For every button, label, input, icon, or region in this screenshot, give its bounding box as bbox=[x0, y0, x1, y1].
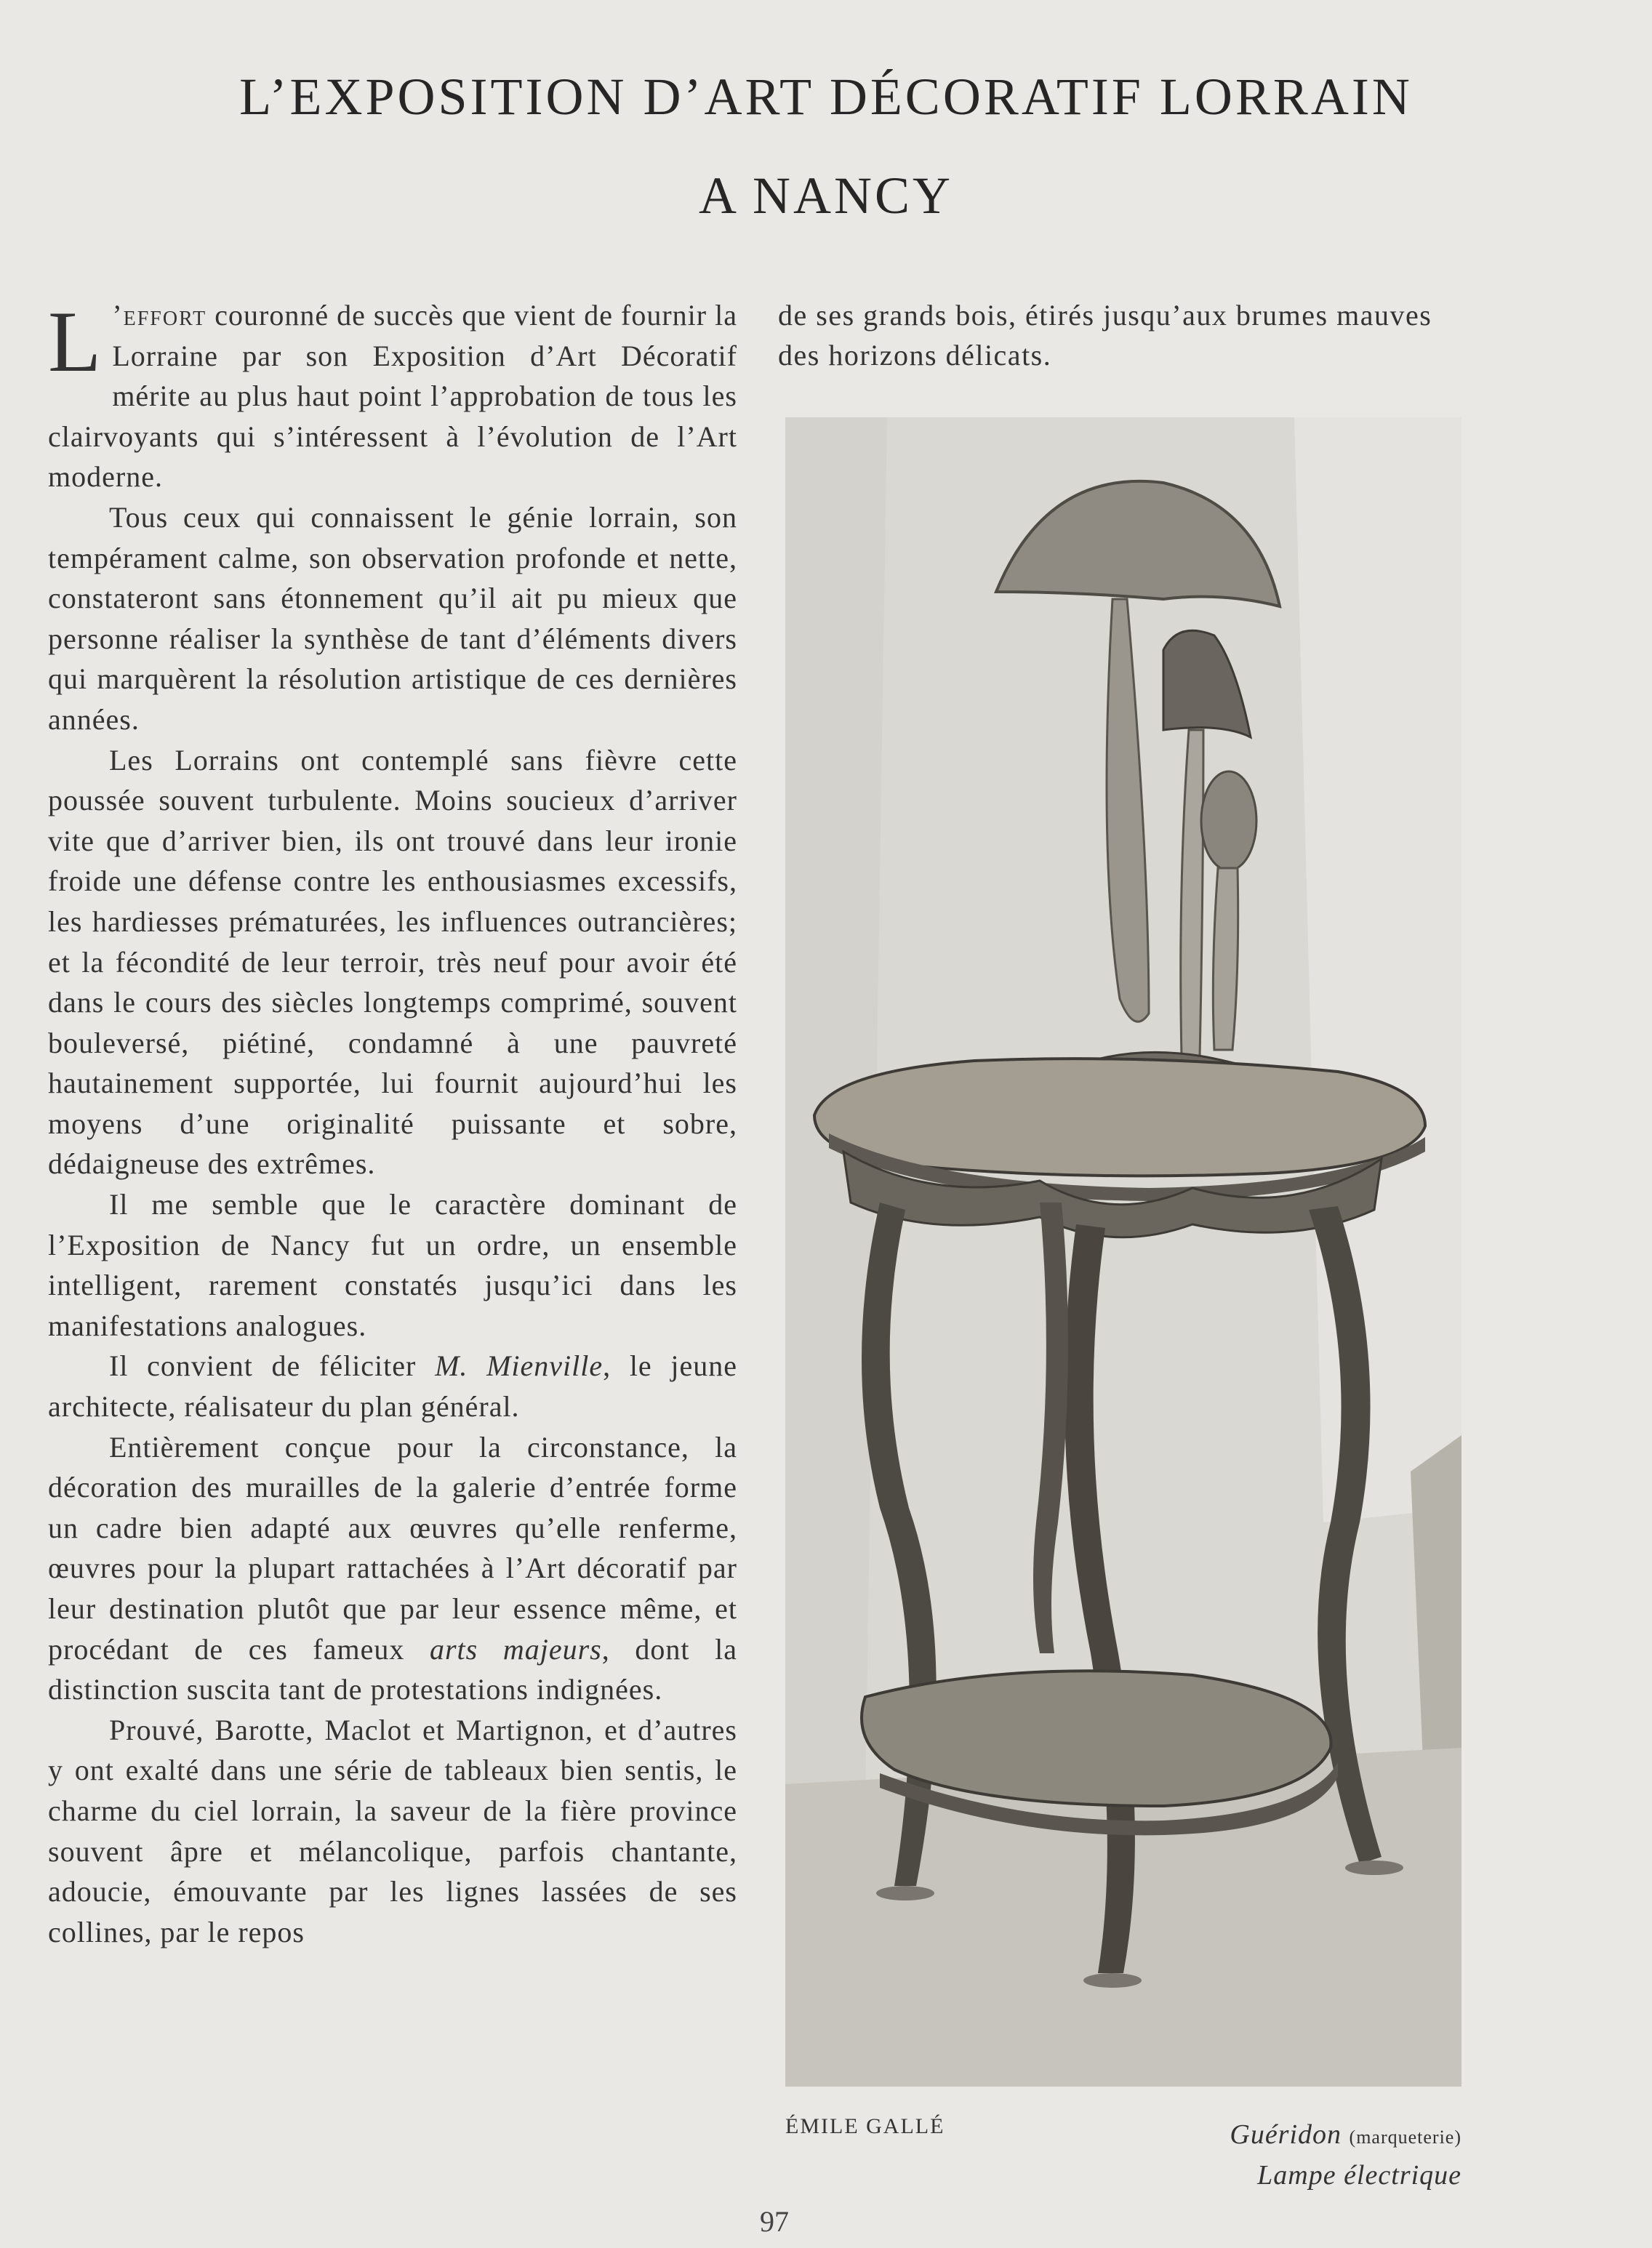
caption-line-1 bbox=[1230, 2116, 1461, 2156]
photograph-illustration bbox=[785, 417, 1461, 2087]
article-title-line2: A NANCY bbox=[698, 166, 954, 225]
paragraph-5-text-b: , le jeune architecte, réalisateur du plan général. bbox=[48, 1349, 738, 1424]
paragraph-5 bbox=[48, 1346, 737, 1426]
caption-lampe: Lampe électrique bbox=[1257, 2160, 1461, 2191]
paragraph-6 bbox=[48, 1427, 737, 1710]
paragraph-1-text: couronné de succès que vient de fournir la Lorraine par son Exposition d’Art Décoratif mérite au plus haut point l’approbation de tous les clairvoyants qui s’intéressent à l’évolution de l’Art moderne. bbox=[48, 299, 737, 494]
paragraph-1 bbox=[48, 295, 737, 497]
opening-word: ’effort bbox=[112, 299, 207, 332]
article-left-column bbox=[48, 295, 737, 1952]
paragraph-2: Tous ceux qui connaissent le génie lorrain, son tempérament calme, son observation profonde et nette, constateront sans étonnement qu’il ait pu mieux que personne réaliser la synthèse de tant d’éléments divers qui marquèrent la résolution artistique de ces dernières années. bbox=[48, 500, 737, 736]
paragraph-4: Il me semble que le caractère dominant de l’Exposition de Nancy fut un ordre, un ensemble intelligent, rarement constatés jusqu’ici dans les manifestations analogues. bbox=[48, 1188, 737, 1342]
article-right-column-text: de ses grands bois, étirés jusqu’aux brumes mauves des horizons délicats. bbox=[778, 299, 1432, 372]
page-number: 97 bbox=[760, 2205, 789, 2238]
caption-gueridon: Guéridon bbox=[1230, 2119, 1342, 2150]
paragraph-6-text-b: , dont la distinction suscita tant de protestations indignées. bbox=[48, 1632, 737, 1706]
drop-cap: L bbox=[48, 293, 103, 390]
table-top bbox=[814, 1059, 1425, 1176]
caption-note: (marqueterie) bbox=[1349, 2127, 1461, 2148]
article-title-line1: L’EXPOSITION D’ART DÉCORATIF LORRAIN bbox=[239, 68, 1413, 126]
object-caption bbox=[1230, 2116, 1461, 2194]
lamp-bud bbox=[1201, 771, 1256, 870]
artist-caption: ÉMILE GALLÉ bbox=[785, 2114, 945, 2138]
paragraph-7: Prouvé, Barotte, Maclot et Martignon, et d’autres y ont exalté dans une série de tableaux bien sentis, le charme du ciel lorrain, la saveur de la fière province souvent âpre et mélancolique, parfois chantante, adoucie, émouvante par les lignes lassées de ses collines, par le repos bbox=[48, 1713, 737, 1948]
arts-majeurs: arts majeurs bbox=[429, 1632, 602, 1666]
paragraph-3: Les Lorrains ont contemplé sans fièvre cette poussée souvent turbulente. Moins soucieux d’arriver vite que d’arriver bien, ils ont trouvé dans leur ironie froide une défense contre les enthousiasmes excessifs, les hardiesses prématurées, les influences outrancières; et la fécondité de leur terroir, très neuf pour avoir été dans le cours des siècles longtemps comprimé, souvent bouleversé, piétiné, condamné à une pauvreté hautainement supportée, lui fournit aujourd’hui les moyens d’une originalité puissante et sobre, dédaigneuse des extrêmes. bbox=[48, 743, 737, 1181]
paragraph-5-text-a: Il convient de féliciter bbox=[109, 1349, 436, 1383]
paragraph-6-text-a: Entièrement conçue pour la circonstance, la décoration des murailles de la galerie d’entrée forme un cadre bien adapté aux œuvres qu’elle renferme, œuvres pour la plupart rattachées à l’Art décoratif par leur destination plutôt que par leur essence même, et procédant de ces fameux bbox=[48, 1430, 737, 1666]
architect-name: M. Mienville bbox=[435, 1349, 604, 1383]
photograph-gueridon-lamp bbox=[785, 417, 1461, 2087]
